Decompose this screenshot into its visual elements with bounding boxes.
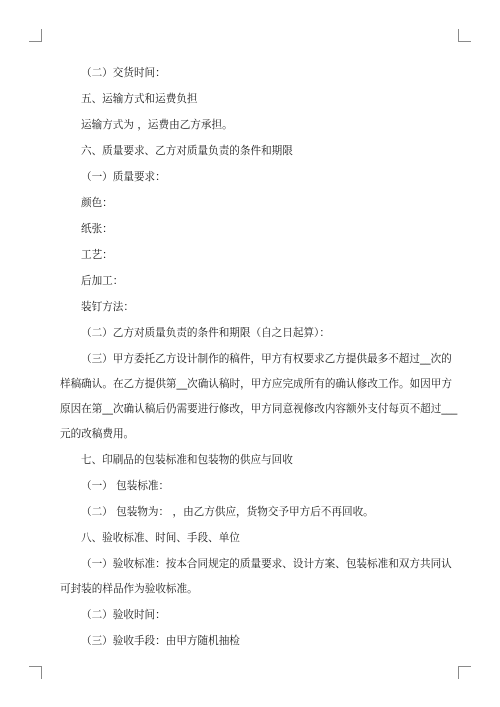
document-body (60, 66, 458, 648)
paragraph-packaging-material: （二） 包装物为： ，由乙方供应，货物交予甲方后不再回收。 (81, 506, 374, 518)
crop-mark-top-right (458, 29, 471, 42)
paragraph-acceptance-time: （二）验收时间： (81, 609, 166, 621)
paragraph-acceptance-method: （三）验收手段：由甲方随机抽检 (81, 635, 240, 647)
paragraph-quality-requirements: （一）质量要求： (81, 171, 166, 183)
heading-acceptance: 八、验收标准、时间、手段、单位 (81, 532, 240, 544)
paragraph-acceptance-standard-line1: （一）验收标准：按本合同规定的质量要求、设计方案、包装标准和双方共同认 (81, 558, 452, 570)
paragraph-design-drafts-line4: 元的改稿费用。 (60, 428, 135, 440)
paragraph-transport-mode: 运输方式为 ，运费由乙方承担。 (81, 119, 233, 131)
heading-quality: 六、质量要求、乙方对质量负责的条件和期限 (81, 145, 293, 157)
paragraph-acceptance-standard-line2: 可封装的样品作为验收标准。 (60, 583, 198, 595)
paragraph-design-drafts-line1: （三）甲方委托乙方设计制作的稿件，甲方有权要求乙方提供最多不超过__次的 (81, 353, 452, 365)
crop-mark-bottom-right (458, 666, 471, 679)
paragraph-packaging-standard: （一） 包装标准： (81, 480, 170, 492)
paragraph-delivery-time: （二）交货时间： (81, 67, 166, 79)
field-binding-method: 装钉方法： (81, 301, 134, 313)
field-color: 颜色： (81, 197, 113, 209)
field-process: 工艺： (81, 249, 113, 261)
field-paper: 纸张： (81, 223, 113, 235)
field-post-processing: 后加工： (81, 275, 124, 287)
paragraph-design-drafts-line3: 原因在第__次确认稿后仍需要进行修改，甲方同意视修改内容额外支付每页不超过___ (60, 403, 458, 415)
crop-mark-top-left (29, 29, 42, 42)
paragraph-quality-terms: （二）乙方对质量负责的条件和期限（自之日起算）： (81, 327, 330, 339)
paragraph-design-drafts-line2: 样稿确认。在乙方提供第__次确认稿时，甲方应完成所有的确认修改工作。如因甲方 (60, 378, 452, 390)
crop-mark-bottom-left (29, 666, 42, 679)
heading-packaging: 七、印刷品的包装标准和包装物的供应与回收 (81, 454, 293, 466)
heading-transport: 五、运输方式和运费负担 (81, 93, 198, 105)
